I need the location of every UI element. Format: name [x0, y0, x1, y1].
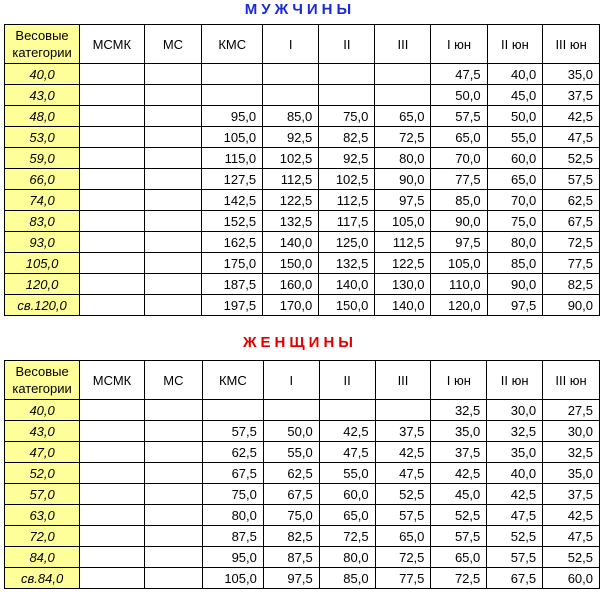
weight-header-line1: Весовые [15, 28, 69, 43]
value-cell: 85,0 [263, 106, 319, 127]
value-cell [319, 85, 375, 106]
value-cell: 47,5 [431, 64, 487, 85]
table-row [5, 295, 600, 316]
weight-category-cell: 47,0 [5, 442, 80, 463]
weight-category-cell: 43,0 [5, 85, 80, 106]
value-cell [144, 232, 202, 253]
weight-category-cell: 72,0 [5, 526, 80, 547]
value-cell: 32,5 [431, 400, 487, 421]
column-header: II [319, 25, 375, 64]
table-row [5, 463, 600, 484]
value-cell [80, 127, 144, 148]
weight-category-cell: 40,0 [5, 64, 80, 85]
value-cell: 125,0 [319, 232, 375, 253]
value-cell: 67,5 [487, 568, 543, 589]
value-cell: 92,5 [319, 148, 375, 169]
table-row [5, 64, 600, 85]
value-cell: 65,0 [375, 526, 431, 547]
value-cell: 105,0 [431, 253, 487, 274]
table-row [5, 568, 600, 589]
value-cell [80, 106, 144, 127]
value-cell [80, 211, 144, 232]
weight-category-cell: 84,0 [5, 547, 80, 568]
value-cell: 97,5 [375, 190, 431, 211]
value-cell: 47,5 [375, 463, 431, 484]
weight-category-cell: 48,0 [5, 106, 80, 127]
column-header: МСМК [80, 361, 145, 400]
value-cell: 87,5 [202, 526, 263, 547]
value-cell: 85,0 [487, 253, 543, 274]
value-cell: 105,0 [202, 127, 263, 148]
value-cell: 82,5 [543, 274, 600, 295]
value-cell: 80,0 [319, 547, 375, 568]
value-cell: 90,0 [487, 274, 543, 295]
weight-category-cell: св.84,0 [5, 568, 80, 589]
column-header: III юн [543, 25, 600, 64]
value-cell: 52,5 [543, 148, 600, 169]
value-cell: 30,0 [487, 400, 543, 421]
weight-category-cell: 66,0 [5, 169, 80, 190]
value-cell [144, 64, 202, 85]
value-cell: 47,5 [543, 526, 600, 547]
value-cell: 42,5 [543, 505, 600, 526]
value-cell: 35,0 [431, 421, 487, 442]
value-cell: 80,0 [202, 505, 263, 526]
value-cell [263, 64, 319, 85]
value-cell: 57,5 [375, 505, 431, 526]
value-cell: 57,5 [202, 421, 263, 442]
column-header: I юн [431, 25, 487, 64]
value-cell [144, 274, 202, 295]
value-cell [144, 253, 202, 274]
value-cell: 115,0 [202, 148, 263, 169]
column-header: I юн [431, 361, 487, 400]
value-cell [144, 400, 202, 421]
table-row [5, 400, 600, 421]
value-cell: 90,0 [431, 211, 487, 232]
value-cell: 35,0 [487, 442, 543, 463]
women-norms-table [4, 360, 600, 589]
value-cell: 187,5 [202, 274, 263, 295]
value-cell [144, 547, 202, 568]
column-header: II [319, 361, 375, 400]
value-cell: 60,0 [543, 568, 600, 589]
value-cell: 57,5 [431, 526, 487, 547]
value-cell: 132,5 [319, 253, 375, 274]
value-cell: 37,5 [375, 421, 431, 442]
table-row [5, 85, 600, 106]
value-cell: 32,5 [543, 442, 600, 463]
value-cell: 70,0 [431, 148, 487, 169]
value-cell: 140,0 [375, 295, 431, 316]
value-cell: 62,5 [202, 442, 263, 463]
value-cell: 40,0 [487, 64, 543, 85]
value-cell: 42,5 [431, 463, 487, 484]
value-cell: 50,0 [431, 85, 487, 106]
table-row [5, 421, 600, 442]
value-cell: 47,5 [543, 127, 600, 148]
value-cell: 80,0 [487, 232, 543, 253]
column-header: III [375, 25, 431, 64]
weight-category-cell: 57,0 [5, 484, 80, 505]
table-row [5, 211, 600, 232]
column-header: I [263, 361, 319, 400]
value-cell: 42,5 [487, 484, 543, 505]
weight-category-header [5, 25, 80, 64]
column-header: МСМК [80, 25, 144, 64]
value-cell [80, 295, 144, 316]
men-section-title: МУЖЧИНЫ [244, 1, 356, 18]
value-cell: 67,5 [543, 211, 600, 232]
value-cell [375, 400, 431, 421]
value-cell [80, 568, 145, 589]
column-header: МС [144, 25, 202, 64]
value-cell: 75,0 [487, 211, 543, 232]
value-cell: 112,5 [375, 232, 431, 253]
value-cell: 95,0 [202, 106, 263, 127]
table-row [5, 484, 600, 505]
weight-header-line2: категории [12, 45, 72, 60]
value-cell: 60,0 [487, 148, 543, 169]
weight-category-header [5, 361, 80, 400]
value-cell: 127,5 [202, 169, 263, 190]
value-cell: 110,0 [431, 274, 487, 295]
table-row [5, 169, 600, 190]
value-cell: 67,5 [202, 463, 263, 484]
value-cell: 75,0 [319, 106, 375, 127]
header-row [5, 25, 600, 64]
value-cell [144, 106, 202, 127]
value-cell [80, 64, 144, 85]
value-cell: 142,5 [202, 190, 263, 211]
value-cell [202, 400, 263, 421]
value-cell [80, 400, 145, 421]
value-cell [80, 274, 144, 295]
women-section-title: ЖЕНЩИНЫ [243, 334, 357, 351]
value-cell: 97,5 [431, 232, 487, 253]
value-cell: 40,0 [487, 463, 543, 484]
value-cell [80, 232, 144, 253]
value-cell: 150,0 [319, 295, 375, 316]
value-cell: 85,0 [319, 568, 375, 589]
value-cell: 105,0 [375, 211, 431, 232]
column-header: II юн [487, 25, 543, 64]
value-cell: 97,5 [263, 568, 319, 589]
value-cell [80, 442, 145, 463]
value-cell: 150,0 [263, 253, 319, 274]
value-cell: 37,5 [543, 484, 600, 505]
weight-category-cell: 93,0 [5, 232, 80, 253]
value-cell: 35,0 [543, 463, 600, 484]
value-cell: 35,0 [543, 64, 600, 85]
value-cell [80, 169, 144, 190]
value-cell: 47,5 [487, 505, 543, 526]
value-cell: 77,5 [543, 253, 600, 274]
value-cell: 102,5 [263, 148, 319, 169]
value-cell: 77,5 [431, 169, 487, 190]
value-cell [80, 484, 145, 505]
value-cell: 130,0 [375, 274, 431, 295]
value-cell [144, 505, 202, 526]
value-cell: 60,0 [319, 484, 375, 505]
table-row [5, 442, 600, 463]
value-cell: 90,0 [375, 169, 431, 190]
value-cell [375, 64, 431, 85]
column-header: КМС [202, 25, 263, 64]
value-cell: 80,0 [375, 148, 431, 169]
column-header: I [263, 25, 319, 64]
value-cell [319, 64, 375, 85]
value-cell: 65,0 [431, 547, 487, 568]
value-cell: 57,5 [543, 169, 600, 190]
table-row [5, 127, 600, 148]
value-cell: 72,5 [319, 526, 375, 547]
value-cell: 42,5 [543, 106, 600, 127]
value-cell [144, 484, 202, 505]
value-cell: 50,0 [263, 421, 319, 442]
value-cell [80, 85, 144, 106]
table-row [5, 526, 600, 547]
value-cell [80, 253, 144, 274]
value-cell: 97,5 [487, 295, 543, 316]
weight-category-cell: 59,0 [5, 148, 80, 169]
column-header: КМС [202, 361, 263, 400]
value-cell: 52,5 [375, 484, 431, 505]
value-cell: 75,0 [202, 484, 263, 505]
value-cell: 112,5 [319, 190, 375, 211]
weight-category-cell: 74,0 [5, 190, 80, 211]
value-cell: 90,0 [543, 295, 600, 316]
value-cell [263, 400, 319, 421]
value-cell: 72,5 [543, 232, 600, 253]
value-cell [144, 127, 202, 148]
value-cell: 62,5 [543, 190, 600, 211]
value-cell [80, 148, 144, 169]
value-cell [80, 463, 145, 484]
value-cell: 65,0 [431, 127, 487, 148]
value-cell: 37,5 [431, 442, 487, 463]
value-cell [144, 190, 202, 211]
column-header: III [375, 361, 431, 400]
value-cell [202, 85, 263, 106]
value-cell: 160,0 [263, 274, 319, 295]
value-cell: 72,5 [375, 127, 431, 148]
value-cell: 52,5 [543, 547, 600, 568]
table-row [5, 232, 600, 253]
value-cell: 45,0 [431, 484, 487, 505]
value-cell: 67,5 [263, 484, 319, 505]
weight-category-cell: 63,0 [5, 505, 80, 526]
value-cell: 95,0 [202, 547, 263, 568]
value-cell: 55,0 [263, 442, 319, 463]
value-cell: 140,0 [319, 274, 375, 295]
weight-category-cell: 53,0 [5, 127, 80, 148]
value-cell: 45,0 [487, 85, 543, 106]
value-cell: 105,0 [202, 568, 263, 589]
value-cell [263, 85, 319, 106]
value-cell [144, 295, 202, 316]
value-cell: 32,5 [487, 421, 543, 442]
value-cell: 37,5 [543, 85, 600, 106]
value-cell: 162,5 [202, 232, 263, 253]
value-cell: 122,5 [375, 253, 431, 274]
value-cell [80, 505, 145, 526]
weight-category-cell: 83,0 [5, 211, 80, 232]
value-cell: 92,5 [263, 127, 319, 148]
value-cell: 72,5 [375, 547, 431, 568]
value-cell: 175,0 [202, 253, 263, 274]
value-cell: 65,0 [487, 169, 543, 190]
table-row [5, 274, 600, 295]
value-cell: 170,0 [263, 295, 319, 316]
value-cell: 47,5 [319, 442, 375, 463]
value-cell [144, 463, 202, 484]
value-cell: 140,0 [263, 232, 319, 253]
value-cell: 70,0 [487, 190, 543, 211]
value-cell: 122,5 [263, 190, 319, 211]
value-cell [144, 526, 202, 547]
value-cell [80, 421, 145, 442]
table-row [5, 106, 600, 127]
value-cell [80, 190, 144, 211]
value-cell: 55,0 [319, 463, 375, 484]
value-cell [144, 211, 202, 232]
value-cell: 27,5 [543, 400, 600, 421]
table-row [5, 148, 600, 169]
men-norms-table [4, 24, 600, 316]
value-cell [202, 64, 263, 85]
weight-category-cell: св.120,0 [5, 295, 80, 316]
value-cell [80, 526, 145, 547]
value-cell: 132,5 [263, 211, 319, 232]
value-cell: 102,5 [319, 169, 375, 190]
value-cell: 85,0 [431, 190, 487, 211]
value-cell: 72,5 [431, 568, 487, 589]
value-cell: 52,5 [487, 526, 543, 547]
value-cell: 82,5 [319, 127, 375, 148]
value-cell: 50,0 [487, 106, 543, 127]
value-cell [319, 400, 375, 421]
value-cell: 55,0 [487, 127, 543, 148]
value-cell: 112,5 [263, 169, 319, 190]
weight-category-cell: 40,0 [5, 400, 80, 421]
value-cell: 82,5 [263, 526, 319, 547]
column-header: МС [144, 361, 202, 400]
table-row [5, 190, 600, 211]
weight-category-cell: 120,0 [5, 274, 80, 295]
value-cell [144, 568, 202, 589]
value-cell [144, 442, 202, 463]
value-cell [144, 169, 202, 190]
value-cell [144, 85, 202, 106]
table-row [5, 547, 600, 568]
weight-category-cell: 105,0 [5, 253, 80, 274]
value-cell: 117,5 [319, 211, 375, 232]
value-cell: 87,5 [263, 547, 319, 568]
value-cell: 42,5 [319, 421, 375, 442]
value-cell: 57,5 [431, 106, 487, 127]
column-header: II юн [487, 361, 543, 400]
weight-header-line2: категории [12, 381, 72, 396]
value-cell: 57,5 [487, 547, 543, 568]
value-cell: 65,0 [319, 505, 375, 526]
value-cell [375, 85, 431, 106]
value-cell [144, 148, 202, 169]
value-cell: 62,5 [263, 463, 319, 484]
value-cell: 120,0 [431, 295, 487, 316]
weight-category-cell: 52,0 [5, 463, 80, 484]
value-cell [80, 547, 145, 568]
value-cell: 42,5 [375, 442, 431, 463]
value-cell: 30,0 [543, 421, 600, 442]
value-cell [144, 421, 202, 442]
header-row [5, 361, 600, 400]
value-cell: 197,5 [202, 295, 263, 316]
value-cell: 52,5 [431, 505, 487, 526]
weight-category-cell: 43,0 [5, 421, 80, 442]
value-cell: 75,0 [263, 505, 319, 526]
table-row [5, 505, 600, 526]
value-cell: 152,5 [202, 211, 263, 232]
value-cell: 77,5 [375, 568, 431, 589]
value-cell: 65,0 [375, 106, 431, 127]
table-row [5, 253, 600, 274]
weight-header-line1: Весовые [15, 364, 69, 379]
column-header: III юн [543, 361, 600, 400]
